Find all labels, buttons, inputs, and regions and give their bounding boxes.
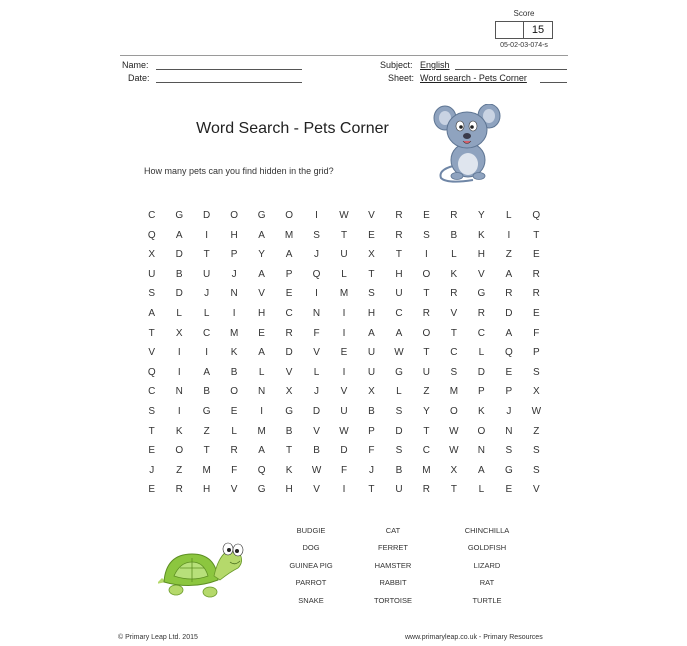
grid-cell: T — [203, 445, 210, 457]
grid-cell: X — [175, 327, 183, 339]
word-list-item: TORTOISE — [374, 595, 412, 605]
word-list-item: PARROT — [295, 578, 327, 588]
grid-cell: Z — [203, 425, 210, 437]
grid-cell: I — [177, 405, 181, 417]
word-list-item: RAT — [479, 578, 495, 588]
grid-cell: U — [340, 249, 348, 261]
grid-cell: C — [450, 347, 458, 359]
grid-cell: A — [395, 327, 403, 339]
grid-cell: Q — [147, 366, 156, 378]
grid-cell: S — [148, 405, 156, 417]
word-list-item: CAT — [385, 526, 401, 535]
grid-cell: I — [342, 484, 346, 496]
grid-cell: J — [149, 464, 155, 476]
grid-cell: G — [285, 405, 293, 417]
grid-cell: I — [177, 366, 181, 378]
grid-cell: E — [423, 210, 430, 221]
grid-cell: H — [257, 307, 266, 319]
grid-cell: T — [450, 327, 457, 339]
grid-cell: V — [532, 484, 540, 496]
grid-cell: I — [260, 405, 263, 417]
grid-cell: T — [203, 249, 210, 261]
grid-cell: A — [175, 229, 183, 241]
grid-cell: R — [422, 484, 431, 496]
grid-cell: K — [478, 229, 485, 241]
grid-cell: D — [285, 347, 293, 359]
grid-cell: E — [258, 327, 265, 339]
grid-cell: G — [395, 366, 403, 378]
grid-cell: E — [148, 445, 156, 457]
grid-cell: D — [203, 210, 211, 221]
grid-cell: C — [422, 445, 431, 457]
grid-cell: J — [314, 249, 320, 261]
grid-cell: P — [285, 268, 293, 280]
grid-cell: L — [341, 268, 347, 280]
grid-cell: T — [395, 249, 402, 261]
grid-cell: A — [368, 327, 375, 339]
word-list-item: CHINCHILLA — [464, 526, 510, 535]
grid-cell: W — [339, 210, 349, 221]
grid-cell: I — [205, 229, 209, 241]
grid-cell: X — [148, 249, 156, 261]
score-blank-cell — [496, 22, 524, 38]
grid-cell: O — [230, 210, 239, 221]
grid-cell: Q — [312, 268, 321, 280]
grid-cell: E — [532, 249, 540, 261]
grid-cell: O — [285, 210, 293, 221]
grid-cell: Z — [533, 425, 540, 437]
grid-cell: P — [532, 347, 540, 359]
grid-cell: I — [507, 229, 511, 241]
grid-cell: F — [231, 464, 238, 476]
grid-cell: L — [176, 307, 182, 319]
grid-cell: B — [450, 229, 458, 241]
grid-cell: U — [422, 366, 431, 378]
grid-cell: I — [232, 307, 236, 319]
grid-cell: B — [395, 464, 403, 476]
grid-cell: R — [450, 288, 458, 300]
subject-label: Subject: — [380, 60, 413, 70]
grid-cell: B — [368, 405, 375, 417]
grid-cell: S — [505, 445, 513, 457]
grid-cell: S — [395, 445, 403, 457]
grid-cell: T — [423, 347, 430, 359]
grid-cell: A — [285, 249, 293, 261]
grid-cell: C — [477, 327, 485, 339]
grid-cell: I — [205, 347, 209, 359]
grid-cell: S — [450, 366, 458, 378]
word-list — [270, 522, 570, 609]
grid-cell: H — [477, 249, 485, 261]
grid-cell: F — [368, 445, 375, 457]
mouse-illustration — [433, 104, 503, 184]
grid-cell: R — [175, 484, 183, 496]
grid-cell: I — [425, 249, 428, 261]
grid-cell: I — [315, 288, 318, 300]
date-label: Date: — [128, 73, 150, 83]
grid-cell: X — [368, 386, 375, 398]
grid-cell: K — [285, 464, 293, 476]
grid-cell: G — [504, 464, 513, 476]
grid-cell: G — [175, 210, 184, 221]
grid-cell: Z — [176, 464, 183, 476]
grid-cell: G — [257, 484, 266, 496]
grid-cell: D — [312, 405, 321, 417]
grid-cell: O — [175, 445, 184, 457]
grid-cell: V — [285, 366, 293, 378]
word-list-item: RABBIT — [379, 578, 407, 588]
word-list-item: SNAKE — [298, 595, 324, 605]
instructions-question: How many pets can you find hidden in the grid? — [144, 166, 334, 176]
grid-cell: V — [313, 347, 320, 359]
grid-cell: G — [477, 288, 486, 300]
grid-cell: N — [175, 386, 183, 398]
grid-cell: V — [450, 307, 458, 319]
grid-cell: E — [340, 347, 348, 359]
grid-cell: E — [230, 405, 238, 417]
grid-cell: N — [230, 288, 238, 300]
grid-cell: O — [422, 327, 431, 339]
grid-cell: F — [313, 327, 320, 339]
grid-cell: W — [394, 347, 404, 359]
grid-cell: B — [313, 445, 320, 457]
grid-cell: C — [148, 386, 156, 398]
grid-cell: Z — [423, 386, 430, 398]
grid-cell: E — [368, 229, 375, 241]
grid-cell: K — [230, 347, 238, 359]
grid-cell: R — [450, 210, 458, 221]
word-list-item: TURTLE — [472, 595, 502, 605]
name-label: Name: — [122, 60, 149, 70]
grid-cell: U — [395, 484, 403, 496]
grid-cell: R — [395, 210, 403, 221]
grid-cell: W — [449, 445, 459, 457]
word-list-item: HAMSTER — [374, 560, 412, 570]
grid-cell: S — [532, 445, 540, 457]
grid-cell: E — [505, 366, 513, 378]
grid-cell: L — [506, 210, 512, 221]
grid-cell: J — [231, 268, 237, 280]
grid-cell: H — [367, 307, 376, 319]
grid-cell: L — [203, 307, 210, 319]
grid-cell: Y — [423, 405, 430, 417]
grid-cell: N — [257, 386, 266, 398]
grid-cell: G — [257, 210, 266, 221]
grid-cell: H — [203, 484, 211, 496]
grid-cell: V — [313, 484, 320, 496]
score-box — [495, 21, 553, 39]
word-list-item: GOLDFISH — [467, 543, 507, 553]
grid-cell: L — [478, 484, 485, 496]
grid-cell: V — [313, 425, 320, 437]
grid-cell: D — [477, 366, 485, 378]
grid-cell: V — [148, 347, 156, 359]
grid-cell: X — [285, 386, 293, 398]
footer-copyright: © Primary Leap Ltd. 2015 — [118, 634, 198, 641]
grid-cell: Q — [504, 347, 513, 359]
grid-cell: R — [477, 307, 485, 319]
grid-cell: K — [450, 268, 458, 280]
grid-cell: M — [202, 464, 211, 476]
grid-cell: C — [285, 307, 293, 319]
grid-cell: H — [285, 484, 293, 496]
grid-cell: M — [229, 327, 239, 339]
sheet-value: Word search - Pets Corner — [420, 73, 527, 83]
grid-cell: I — [177, 347, 181, 359]
grid-cell: O — [477, 425, 486, 437]
grid-cell: G — [202, 405, 211, 417]
word-search-grid — [138, 206, 550, 500]
grid-cell: O — [450, 405, 458, 417]
grid-cell: K — [175, 425, 183, 437]
grid-cell: L — [451, 249, 457, 261]
grid-cell: S — [395, 405, 403, 417]
grid-cell: L — [313, 366, 320, 378]
grid-cell: P — [230, 249, 238, 261]
grid-cell: S — [532, 464, 540, 476]
grid-cell: R — [285, 327, 293, 339]
grid-cell: J — [314, 386, 320, 398]
grid-cell: U — [367, 366, 376, 378]
grid-cell: R — [422, 307, 431, 319]
grid-cell: T — [423, 425, 430, 437]
turtle-illustration — [158, 532, 248, 600]
grid-cell: V — [258, 288, 265, 300]
grid-cell: A — [258, 229, 265, 241]
grid-cell: D — [175, 288, 183, 300]
grid-cell: R — [532, 288, 540, 300]
grid-cell: R — [505, 288, 513, 300]
grid-cell: Q — [532, 210, 541, 221]
grid-cell: C — [395, 307, 403, 319]
grid-cell: O — [422, 268, 431, 280]
page-title: Word Search - Pets Corner — [196, 120, 389, 137]
word-list-item: LIZARD — [473, 560, 501, 570]
grid-cell: T — [450, 484, 457, 496]
grid-cell: T — [533, 229, 540, 241]
grid-cell: L — [258, 366, 265, 378]
grid-cell: M — [339, 288, 349, 300]
grid-cell: S — [532, 366, 540, 378]
grid-cell: M — [284, 229, 294, 241]
grid-cell: I — [342, 327, 346, 339]
grid-cell: T — [148, 425, 155, 437]
grid-cell: H — [230, 229, 238, 241]
grid-cell: Y — [258, 249, 265, 261]
grid-cell: D — [395, 425, 403, 437]
grid-cell: R — [230, 445, 238, 457]
grid-cell: U — [203, 268, 211, 280]
grid-cell: O — [230, 386, 239, 398]
grid-cell: L — [396, 386, 402, 398]
grid-cell: I — [315, 210, 318, 221]
grid-cell: T — [368, 268, 375, 280]
grid-cell: P — [368, 425, 375, 437]
grid-cell: A — [258, 268, 265, 280]
grid-cell: A — [203, 366, 210, 378]
grid-cell: S — [148, 288, 156, 300]
grid-cell: B — [203, 386, 210, 398]
grid-cell: E — [285, 288, 293, 300]
grid-cell: Q — [257, 464, 266, 476]
grid-cell: B — [175, 268, 183, 280]
grid-cell: A — [258, 347, 265, 359]
grid-cell: P — [478, 386, 485, 398]
grid-cell: S — [368, 288, 375, 300]
grid-cell: B — [230, 366, 238, 378]
grid-cell: A — [258, 445, 265, 457]
grid-cell: A — [148, 307, 156, 319]
grid-cell: M — [449, 386, 459, 398]
grid-cell: Z — [505, 249, 512, 261]
grid-cell: D — [175, 249, 183, 261]
grid-cell: B — [285, 425, 293, 437]
header-divider — [120, 55, 568, 56]
word-list-item: DOG — [302, 543, 320, 553]
grid-cell: F — [340, 464, 348, 476]
word-list-item: FERRET — [378, 543, 408, 553]
grid-cell: U — [340, 405, 348, 417]
grid-cell: K — [478, 405, 485, 417]
grid-cell: T — [423, 288, 430, 300]
grid-cell: T — [368, 484, 375, 496]
date-line[interactable] — [156, 82, 302, 83]
grid-cell: E — [505, 484, 513, 496]
grid-cell: A — [505, 268, 513, 280]
grid-cell: T — [148, 327, 155, 339]
grid-cell: U — [367, 347, 376, 359]
grid-cell: V — [478, 268, 485, 280]
grid-cell: M — [422, 464, 431, 476]
grid-cell: S — [313, 229, 320, 241]
grid-cell: V — [368, 210, 375, 221]
grid-cell: D — [340, 445, 348, 457]
grid-cell: D — [505, 307, 513, 319]
grid-cell: F — [533, 327, 540, 339]
grid-cell: E — [148, 484, 156, 496]
grid-cell: L — [231, 425, 237, 437]
grid-cell: X — [532, 386, 540, 398]
grid-cell: W — [339, 425, 349, 437]
grid-cell: H — [395, 268, 403, 280]
grid-cell: J — [506, 405, 512, 417]
grid-cell: Y — [478, 210, 485, 221]
sheet-code: 05-02-03-074-s — [500, 42, 548, 49]
grid-cell: R — [532, 268, 540, 280]
grid-cell: N — [505, 425, 513, 437]
score-label: Score — [513, 9, 535, 18]
grid-cell: N — [312, 307, 321, 319]
grid-cell: X — [368, 249, 375, 261]
grid-cell: J — [368, 464, 374, 476]
grid-cell: I — [342, 307, 346, 319]
grid-cell: W — [311, 464, 322, 476]
word-list-item: BUDGIE — [296, 526, 326, 535]
grid-cell: C — [203, 327, 211, 339]
subject-value: English — [420, 60, 450, 70]
sheet-label: Sheet: — [388, 73, 415, 83]
grid-cell: C — [148, 210, 156, 221]
sheet-line — [540, 82, 567, 83]
grid-cell: W — [449, 425, 459, 437]
score-value: 15 — [531, 24, 545, 36]
grid-cell: J — [204, 288, 210, 300]
grid-cell: M — [257, 425, 266, 437]
grid-cell: I — [342, 366, 346, 378]
grid-cell: A — [505, 327, 513, 339]
grid-cell: S — [423, 229, 430, 241]
grid-cell: T — [340, 229, 348, 241]
grid-cell: W — [531, 405, 542, 417]
subject-line — [455, 69, 567, 70]
grid-cell: N — [477, 445, 485, 457]
grid-cell: T — [286, 445, 293, 457]
grid-cell: U — [148, 268, 156, 280]
grid-cell: V — [230, 484, 238, 496]
grid-cell: A — [478, 464, 485, 476]
name-line[interactable] — [156, 69, 302, 70]
grid-cell: P — [505, 386, 513, 398]
grid-cell: Q — [147, 229, 156, 241]
word-list-item: GUINEA PIG — [289, 560, 333, 570]
grid-cell: V — [340, 386, 348, 398]
grid-cell: R — [395, 229, 403, 241]
footer-website: www.primaryleap.co.uk - Primary Resources — [405, 634, 543, 641]
grid-cell: L — [478, 347, 485, 359]
grid-cell: U — [395, 288, 403, 300]
grid-cell: X — [450, 464, 458, 476]
grid-cell: E — [532, 307, 540, 319]
